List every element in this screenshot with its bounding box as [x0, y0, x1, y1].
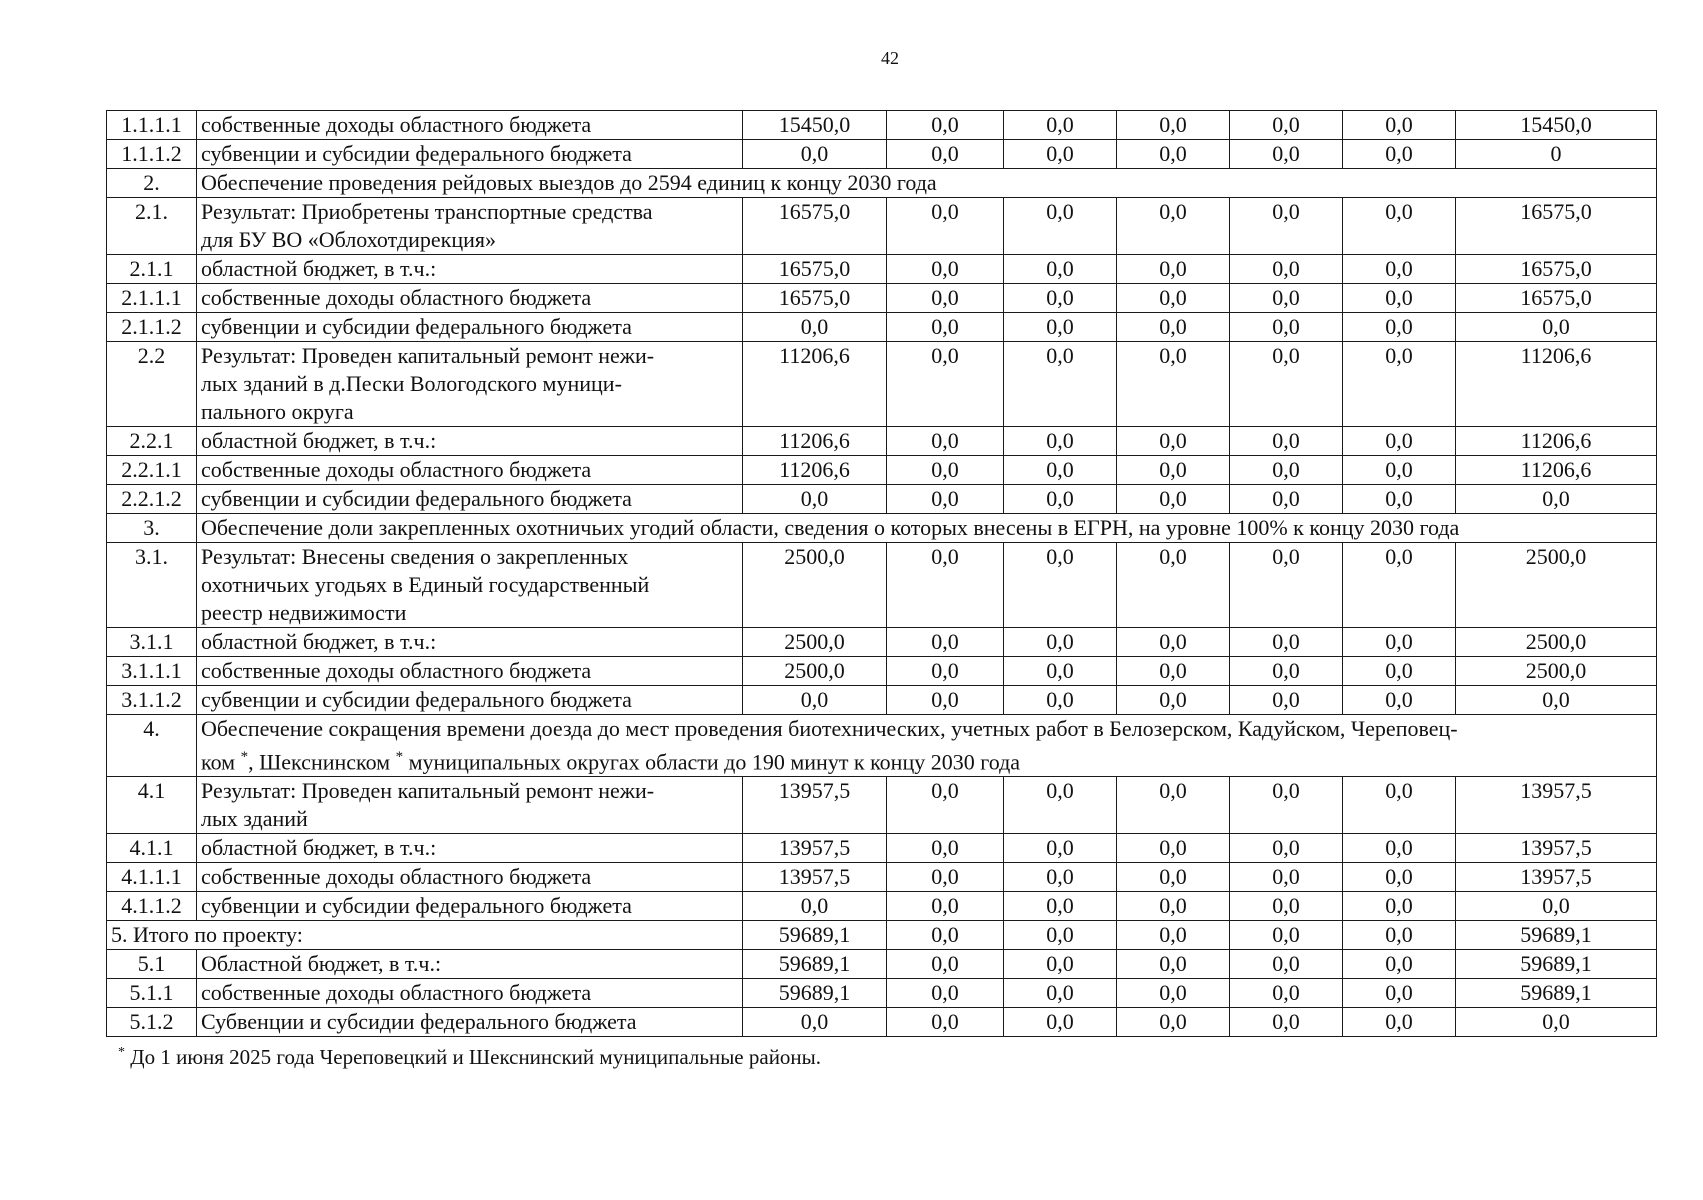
- value-cell: 0,0: [1230, 628, 1343, 657]
- section-title-part: , Шекснинском: [248, 749, 396, 775]
- value-cell: 13957,5: [1456, 777, 1657, 834]
- value-cell: 13957,5: [743, 777, 887, 834]
- row-number: 5.1.1: [107, 979, 197, 1008]
- table-row: [107, 140, 1657, 169]
- table-row: [107, 313, 1657, 342]
- value-cell: 16575,0: [743, 198, 887, 255]
- row-name: субвенции и субсидии федерального бюджета: [197, 686, 743, 715]
- value-cell: 59689,1: [743, 950, 887, 979]
- row-number: 3.1.1.1: [107, 657, 197, 686]
- value-cell: 0,0: [1117, 686, 1230, 715]
- row-name: субвенции и субсидии федерального бюджета: [197, 140, 743, 169]
- value-cell: 0,0: [1004, 777, 1117, 834]
- value-cell: 0,0: [887, 198, 1004, 255]
- value-cell: 0,0: [743, 892, 887, 921]
- value-cell: 0,0: [887, 284, 1004, 313]
- value-cell: 0,0: [1343, 777, 1456, 834]
- value-cell: 0,0: [1456, 1008, 1657, 1037]
- table-row: [107, 543, 1657, 628]
- value-cell: 0,0: [1004, 140, 1117, 169]
- value-cell: 0,0: [1004, 1008, 1117, 1037]
- value-cell: 59689,1: [743, 921, 887, 950]
- value-cell: 0,0: [1004, 313, 1117, 342]
- value-cell: 0,0: [1343, 979, 1456, 1008]
- value-cell: 0,0: [887, 950, 1004, 979]
- row-number: 2.2.1: [107, 427, 197, 456]
- row-number: 5.1: [107, 950, 197, 979]
- value-cell: 0,0: [1230, 427, 1343, 456]
- table-row: [107, 777, 1657, 834]
- value-cell: 0,0: [1117, 456, 1230, 485]
- value-cell: 59689,1: [1456, 950, 1657, 979]
- value-cell: 2500,0: [1456, 628, 1657, 657]
- value-cell: 0,0: [1004, 863, 1117, 892]
- value-cell: 59689,1: [743, 979, 887, 1008]
- table-row: [107, 657, 1657, 686]
- value-cell: 0,0: [1343, 342, 1456, 427]
- value-cell: 13957,5: [743, 863, 887, 892]
- row-name: собственные доходы областного бюджета: [197, 284, 743, 313]
- section-title: Обеспечение проведения рейдовых выездов до 2594 единиц к концу 2030 года: [197, 169, 1657, 198]
- row-number: 4.1: [107, 777, 197, 834]
- value-cell: 0,0: [887, 979, 1004, 1008]
- value-cell: 0,0: [887, 834, 1004, 863]
- value-cell: 0,0: [1117, 834, 1230, 863]
- value-cell: 0,0: [1230, 313, 1343, 342]
- value-cell: 0,0: [1230, 950, 1343, 979]
- table-row: [107, 111, 1657, 140]
- value-cell: 11206,6: [1456, 456, 1657, 485]
- value-cell: 11206,6: [743, 427, 887, 456]
- value-cell: 0,0: [1230, 456, 1343, 485]
- value-cell: 0,0: [1117, 485, 1230, 514]
- value-cell: 0,0: [1230, 657, 1343, 686]
- value-cell: 0,0: [1456, 686, 1657, 715]
- row-name: областной бюджет, в т.ч.:: [197, 427, 743, 456]
- value-cell: 2500,0: [743, 543, 887, 628]
- table-row: [107, 892, 1657, 921]
- section-title-part: муниципальных округах области до 190 минут к концу 2030 года: [403, 749, 1021, 775]
- asterisk-mark: *: [240, 749, 249, 765]
- value-cell: 0,0: [1230, 543, 1343, 628]
- footnote-text: До 1 июня 2025 года Череповецкий и Шекснинский муниципальные районы.: [125, 1045, 822, 1069]
- row-name: собственные доходы областного бюджета: [197, 111, 743, 140]
- value-cell: 16575,0: [743, 284, 887, 313]
- value-cell: 0,0: [1230, 284, 1343, 313]
- value-cell: 0,0: [887, 427, 1004, 456]
- value-cell: 0,0: [1230, 255, 1343, 284]
- value-cell: 0,0: [1230, 140, 1343, 169]
- value-cell: 0,0: [1117, 255, 1230, 284]
- value-cell: 0,0: [1117, 198, 1230, 255]
- value-cell: 11206,6: [743, 456, 887, 485]
- row-number: 2.1.1.1: [107, 284, 197, 313]
- section-title-part: ком: [201, 749, 241, 775]
- value-cell: 0,0: [1230, 921, 1343, 950]
- total-label: 5. Итого по проекту:: [107, 921, 743, 950]
- value-cell: 0,0: [1230, 198, 1343, 255]
- value-cell: 0,0: [1343, 198, 1456, 255]
- section-title: Обеспечение доли закрепленных охотничьих угодий области, сведения о которых внесены в ЕГРН, на уровне 100% к концу 2030 года: [197, 514, 1657, 543]
- table-row: [107, 284, 1657, 313]
- value-cell: 0,0: [1004, 950, 1117, 979]
- value-cell: 0,0: [1004, 198, 1117, 255]
- value-cell: 0,0: [887, 777, 1004, 834]
- row-number: 3.1.1.2: [107, 686, 197, 715]
- value-cell: 0,0: [1230, 777, 1343, 834]
- value-cell: 0,0: [1004, 284, 1117, 313]
- budget-table-body: [107, 111, 1657, 1037]
- value-cell: 0,0: [1343, 834, 1456, 863]
- value-cell: 0,0: [1456, 485, 1657, 514]
- value-cell: 0,0: [1117, 892, 1230, 921]
- value-cell: 11206,6: [1456, 342, 1657, 427]
- row-name: собственные доходы областного бюджета: [197, 456, 743, 485]
- value-cell: 16575,0: [743, 255, 887, 284]
- value-cell: 15450,0: [743, 111, 887, 140]
- value-cell: 0,0: [1343, 628, 1456, 657]
- value-cell: 0,0: [887, 313, 1004, 342]
- table-row: [107, 921, 1657, 950]
- value-cell: 0,0: [887, 863, 1004, 892]
- value-cell: 0,0: [1343, 456, 1456, 485]
- value-cell: 0,0: [1343, 657, 1456, 686]
- row-number: 4.1.1.1: [107, 863, 197, 892]
- table-row: [107, 198, 1657, 255]
- value-cell: 0,0: [1343, 140, 1456, 169]
- value-cell: 0,0: [887, 255, 1004, 284]
- value-cell: 0,0: [1230, 111, 1343, 140]
- value-cell: 0,0: [887, 686, 1004, 715]
- asterisk-mark: *: [395, 749, 404, 765]
- row-number: 2.2.1.1: [107, 456, 197, 485]
- value-cell: 0,0: [1343, 427, 1456, 456]
- value-cell: 0,0: [1004, 456, 1117, 485]
- value-cell: 0,0: [1117, 863, 1230, 892]
- table-row: [107, 863, 1657, 892]
- value-cell: 0,0: [1117, 1008, 1230, 1037]
- value-cell: 0,0: [1004, 342, 1117, 427]
- value-cell: 0,0: [1004, 427, 1117, 456]
- table-row: [107, 427, 1657, 456]
- value-cell: 0,0: [1117, 921, 1230, 950]
- row-number: 2.1.1: [107, 255, 197, 284]
- section-title: [197, 715, 1657, 777]
- value-cell: 0,0: [1117, 777, 1230, 834]
- value-cell: 0,0: [1230, 485, 1343, 514]
- row-name: субвенции и субсидии федерального бюджета: [197, 313, 743, 342]
- table-row: [107, 485, 1657, 514]
- value-cell: 0,0: [1343, 543, 1456, 628]
- value-cell: 2500,0: [743, 657, 887, 686]
- row-number: 2.2: [107, 342, 197, 427]
- value-cell: 16575,0: [1456, 284, 1657, 313]
- value-cell: 13957,5: [1456, 834, 1657, 863]
- value-cell: 0,0: [1004, 892, 1117, 921]
- table-row: [107, 715, 1657, 777]
- value-cell: 0,0: [1343, 111, 1456, 140]
- row-name: субвенции и субсидии федерального бюджета: [197, 485, 743, 514]
- value-cell: 0,0: [1004, 979, 1117, 1008]
- value-cell: 0,0: [1117, 111, 1230, 140]
- value-cell: 11206,6: [743, 342, 887, 427]
- value-cell: 0,0: [1004, 111, 1117, 140]
- table-row: [107, 686, 1657, 715]
- value-cell: 0,0: [887, 892, 1004, 921]
- row-number: 2.2.1.2: [107, 485, 197, 514]
- row-name: собственные доходы областного бюджета: [197, 863, 743, 892]
- value-cell: 0,0: [1343, 892, 1456, 921]
- value-cell: 0,0: [743, 313, 887, 342]
- value-cell: 16575,0: [1456, 255, 1657, 284]
- value-cell: 0: [1456, 140, 1657, 169]
- value-cell: 0,0: [887, 485, 1004, 514]
- value-cell: 0,0: [1117, 427, 1230, 456]
- value-cell: 0,0: [1117, 950, 1230, 979]
- table-row: [107, 255, 1657, 284]
- row-number: 4.1.1: [107, 834, 197, 863]
- value-cell: 0,0: [743, 485, 887, 514]
- row-name: Результат: Внесены сведения о закрепленных охотничьих угодьях в Единый государственный реестр недвижимости: [197, 543, 743, 628]
- row-name: областной бюджет, в т.ч.:: [197, 255, 743, 284]
- value-cell: 0,0: [887, 657, 1004, 686]
- value-cell: 0,0: [1004, 628, 1117, 657]
- footnote: [118, 1045, 821, 1070]
- value-cell: 0,0: [1117, 342, 1230, 427]
- value-cell: 16575,0: [1456, 198, 1657, 255]
- value-cell: 0,0: [1230, 686, 1343, 715]
- section-number: 4.: [107, 715, 197, 777]
- table-row: [107, 342, 1657, 427]
- table-row: [107, 169, 1657, 198]
- row-name: собственные доходы областного бюджета: [197, 979, 743, 1008]
- budget-table: [106, 110, 1657, 1037]
- value-cell: 0,0: [1230, 1008, 1343, 1037]
- value-cell: 0,0: [1230, 979, 1343, 1008]
- value-cell: 0,0: [743, 686, 887, 715]
- value-cell: 0,0: [1343, 313, 1456, 342]
- value-cell: 15450,0: [1456, 111, 1657, 140]
- value-cell: 0,0: [887, 1008, 1004, 1037]
- value-cell: 0,0: [1117, 657, 1230, 686]
- value-cell: 0,0: [1230, 834, 1343, 863]
- row-name: областной бюджет, в т.ч.:: [197, 628, 743, 657]
- footnote-mark: *: [118, 1045, 125, 1060]
- value-cell: 0,0: [1117, 979, 1230, 1008]
- row-number: 1.1.1.1: [107, 111, 197, 140]
- value-cell: 0,0: [743, 140, 887, 169]
- row-number: 5.1.2: [107, 1008, 197, 1037]
- row-name: Результат: Приобретены транспортные средства для БУ ВО «Облохотдирекция»: [197, 198, 743, 255]
- value-cell: 0,0: [1117, 543, 1230, 628]
- value-cell: 0,0: [1343, 950, 1456, 979]
- value-cell: 0,0: [887, 628, 1004, 657]
- row-number: 3.1.1: [107, 628, 197, 657]
- section-title-line1: Обеспечение сокращения времени доезда до мест проведения биотехнических, учетных работ в Белозерском, Кадуйском, Череповец-: [201, 716, 1458, 741]
- value-cell: 59689,1: [1456, 921, 1657, 950]
- value-cell: 0,0: [887, 543, 1004, 628]
- value-cell: 0,0: [1456, 892, 1657, 921]
- value-cell: 11206,6: [1456, 427, 1657, 456]
- section-number: 3.: [107, 514, 197, 543]
- row-name: Областной бюджет, в т.ч.:: [197, 950, 743, 979]
- value-cell: 0,0: [1004, 485, 1117, 514]
- value-cell: 0,0: [887, 921, 1004, 950]
- table-row: [107, 834, 1657, 863]
- value-cell: 0,0: [1004, 255, 1117, 284]
- table-row: [107, 950, 1657, 979]
- value-cell: 13957,5: [1456, 863, 1657, 892]
- value-cell: 0,0: [1456, 313, 1657, 342]
- value-cell: 0,0: [1343, 284, 1456, 313]
- value-cell: 0,0: [1117, 313, 1230, 342]
- value-cell: 13957,5: [743, 834, 887, 863]
- value-cell: 0,0: [887, 111, 1004, 140]
- value-cell: 2500,0: [1456, 657, 1657, 686]
- value-cell: 0,0: [1230, 892, 1343, 921]
- value-cell: 0,0: [1230, 863, 1343, 892]
- value-cell: 2500,0: [1456, 543, 1657, 628]
- value-cell: 0,0: [1343, 485, 1456, 514]
- value-cell: 0,0: [1004, 686, 1117, 715]
- row-name: Результат: Проведен капитальный ремонт нежи- лых зданий в д.Пески Вологодского муници- пального округа: [197, 342, 743, 427]
- value-cell: 2500,0: [743, 628, 887, 657]
- value-cell: 0,0: [1343, 686, 1456, 715]
- value-cell: 0,0: [887, 140, 1004, 169]
- table-row: [107, 979, 1657, 1008]
- section-number: 2.: [107, 169, 197, 198]
- row-number: 4.1.1.2: [107, 892, 197, 921]
- row-number: 2.1.: [107, 198, 197, 255]
- row-name: субвенции и субсидии федерального бюджета: [197, 892, 743, 921]
- value-cell: 0,0: [1343, 921, 1456, 950]
- value-cell: 0,0: [1343, 255, 1456, 284]
- value-cell: 0,0: [743, 1008, 887, 1037]
- row-name: Результат: Проведен капитальный ремонт нежи- лых зданий: [197, 777, 743, 834]
- value-cell: 0,0: [1117, 140, 1230, 169]
- table-row: [107, 628, 1657, 657]
- value-cell: 0,0: [1343, 863, 1456, 892]
- value-cell: 0,0: [1230, 342, 1343, 427]
- value-cell: 0,0: [1004, 657, 1117, 686]
- page-number: 42: [881, 48, 899, 68]
- value-cell: 0,0: [1117, 284, 1230, 313]
- value-cell: 0,0: [1004, 834, 1117, 863]
- value-cell: 0,0: [1117, 628, 1230, 657]
- table-row: [107, 456, 1657, 485]
- value-cell: 0,0: [1343, 1008, 1456, 1037]
- value-cell: 0,0: [1004, 921, 1117, 950]
- value-cell: 0,0: [887, 342, 1004, 427]
- value-cell: 0,0: [887, 456, 1004, 485]
- row-number: 3.1.: [107, 543, 197, 628]
- row-number: 1.1.1.2: [107, 140, 197, 169]
- row-name: собственные доходы областного бюджета: [197, 657, 743, 686]
- row-number: 2.1.1.2: [107, 313, 197, 342]
- table-row: [107, 514, 1657, 543]
- row-name: областной бюджет, в т.ч.:: [197, 834, 743, 863]
- table-row: [107, 1008, 1657, 1037]
- row-name: Субвенции и субсидии федерального бюджета: [197, 1008, 743, 1037]
- value-cell: 0,0: [1004, 543, 1117, 628]
- value-cell: 59689,1: [1456, 979, 1657, 1008]
